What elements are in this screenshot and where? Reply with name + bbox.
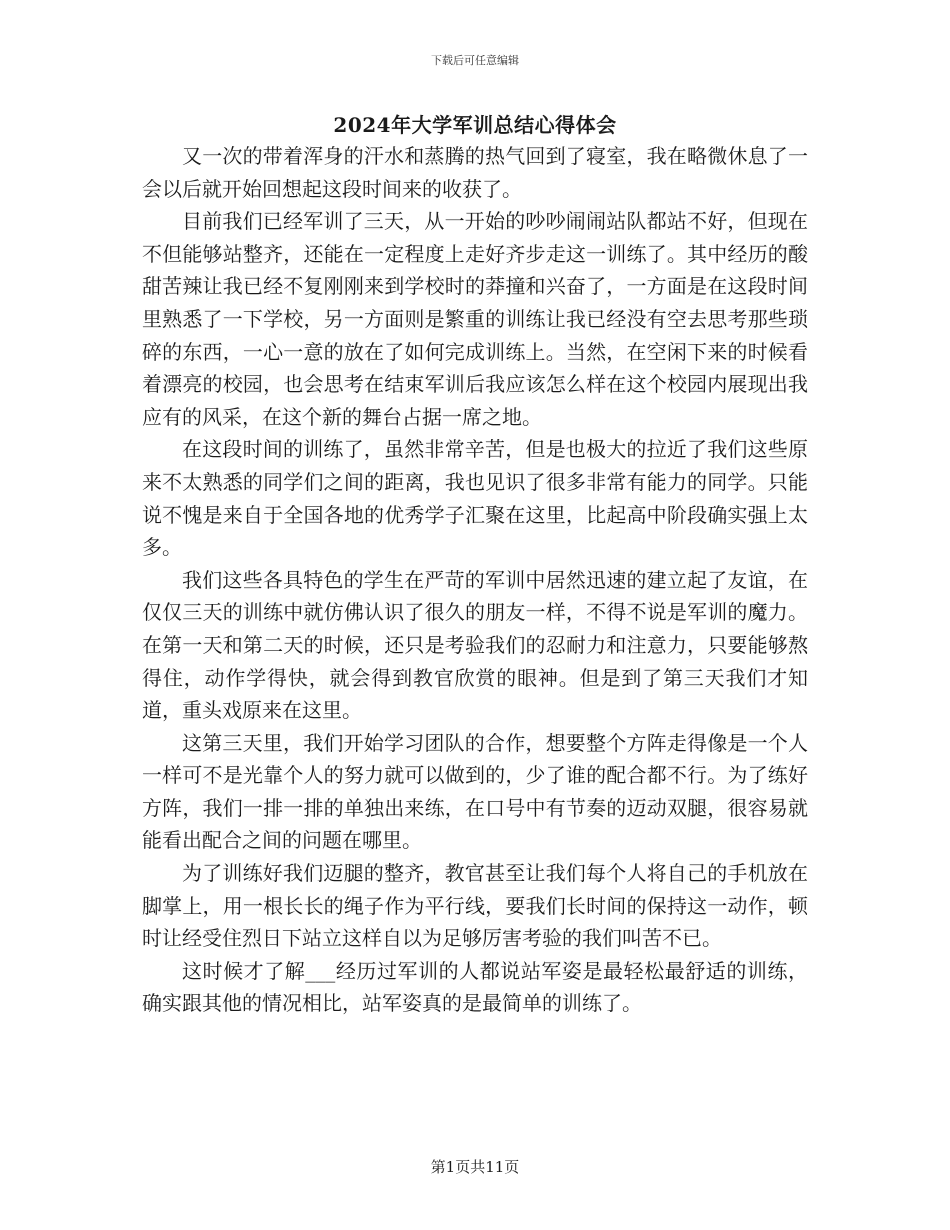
- paragraph: 又一次的带着浑身的汗水和蒸腾的热气回到了寝室，我在略微休息了一会以后就开始回想起这段时间来的收获了。: [142, 144, 808, 201]
- paragraph: 这第三天里，我们开始学习团队的合作，想要整个方阵走得像是一个人一样可不是光靠个人的努力就可以做到的，少了谁的配合都不行。为了练好方阵，我们一排一排的单独出来练，在口号中有节奏的迈动双腿，很容易就能看出配合之间的问题在哪里。: [142, 730, 808, 853]
- document-title: 2024年大学军训总结心得体会: [333, 113, 617, 137]
- paragraph: 这时候才了解___经历过军训的人都说站军姿是最轻松最舒适的训练，确实跟其他的情况相比，站军姿真的是最简单的训练了。: [142, 958, 808, 1016]
- paragraph: 为了训练好我们迈腿的整齐，教官甚至让我们每个人将自己的手机放在脚掌上，用一根长长的绳子作为平行线，要我们长时间的保持这一动作，顿时让经受住烈日下站立这样自以为足够厉害考验的我们叫苦不已。: [142, 861, 808, 951]
- paragraph: 目前我们已经军训了三天，从一开始的吵吵闹闹站队都站不好，但现在不但能够站整齐，还能在一定程度上走好齐步走这一训练了。其中经历的酸甜苦辣让我已经不复刚刚来到学校时的莽撞和兴奋了，一方面是在这段时间里熟悉了一下学校，另一方面则是繁重的训练让我已经没有空去思考那些琐碎的东西，一心一意的放在了如何完成训练上。当然，在空闲下来的时候看着漂亮的校园，也会思考在结束军训后我应该怎么样在这个校园内展现出我应有的风采，在这个新的舞台占据一席之地。: [142, 209, 808, 429]
- paragraph: 我们这些各具特色的学生在严苛的军训中居然迅速的建立起了友谊，在仅仅三天的训练中就仿佛认识了很久的朋友一样，不得不说是军训的魔力。在第一天和第二天的时候，还只是考验我们的忍耐力和注意力，只要能够熬得住，动作学得快，就会得到教官欣赏的眼神。但是到了第三天我们才知道，重头戏原来在这里。: [142, 567, 808, 723]
- paragraph: 在这段时间的训练了，虽然非常辛苦，但是也极大的拉近了我们这些原来不太熟悉的同学们之间的距离，我也见识了很多非常有能力的同学。只能说不愧是来自于全国各地的优秀学子汇聚在这里，比起高中阶段确实强上太多。: [142, 437, 808, 560]
- page-number: 第1页共11页: [430, 1158, 520, 1176]
- page-header-note: 下载后可任意编辑: [431, 54, 519, 67]
- document-body: [142, 140, 808, 1020]
